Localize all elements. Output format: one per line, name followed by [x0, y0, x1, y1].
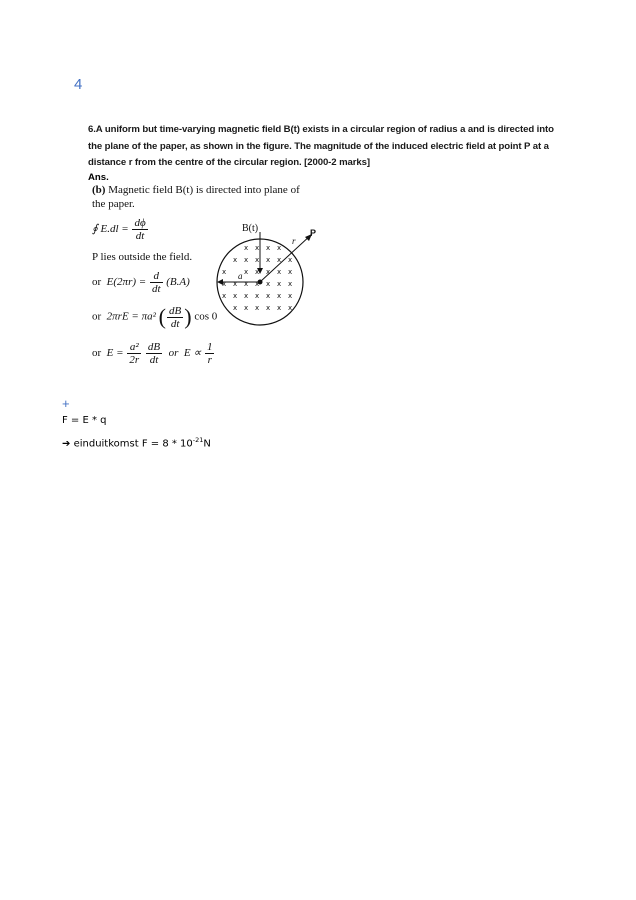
field-cross-mark: x	[266, 268, 271, 276]
eq3-left-paren: (	[158, 304, 166, 329]
field-cross-mark: x	[233, 304, 238, 312]
eq4-fraction-3	[205, 341, 215, 366]
field-cross-mark: x	[244, 280, 249, 288]
question-line: distance r from the centre of the circular region. [2000-2 marks]	[88, 157, 370, 168]
field-cross-mark: x	[266, 280, 271, 288]
field-cross-mark: x	[277, 256, 282, 264]
eq1-fraction	[132, 217, 147, 242]
field-cross-mark: x	[266, 256, 271, 264]
eq1-numerator: dϕ	[134, 217, 146, 229]
eq4-or: or	[168, 347, 179, 360]
field-cross-mark: x	[277, 292, 282, 300]
arrow-right-icon: ➔	[62, 438, 71, 450]
answer-label: Ans.	[88, 172, 109, 183]
field-cross-mark: x	[255, 244, 260, 252]
p-outside-text	[92, 251, 192, 263]
equation-4	[92, 341, 215, 366]
eq3-rhs: cos 0	[194, 310, 218, 323]
field-cross-mark: x	[277, 268, 282, 276]
field-cross-mark: x	[233, 280, 238, 288]
eq3-prefix: or	[92, 310, 102, 323]
field-cross-mark: x	[244, 244, 249, 252]
field-cross-mark: x	[266, 304, 271, 312]
field-label: B(t)	[242, 223, 259, 234]
eq1-denominator: dt	[135, 230, 145, 242]
field-cross-mark: x	[277, 304, 282, 312]
eq2-prefix: or	[92, 276, 102, 289]
eq4-denominator-3: r	[207, 354, 212, 366]
field-cross-mark: x	[277, 280, 282, 288]
field-cross-mark: x	[222, 268, 227, 276]
field-crosses	[222, 244, 292, 312]
r-label: r	[292, 236, 296, 246]
a-label: a	[238, 271, 243, 281]
field-cross-mark: x	[277, 244, 282, 252]
equation-3	[92, 304, 217, 330]
eq3-right-paren: )	[184, 304, 192, 329]
eq4-proportional: E ∝	[183, 347, 202, 360]
question-line: the plane of the paper, as shown in the figure. The magnitude of the induced electric field at point P at a	[88, 140, 549, 152]
eq4-numerator-2: dB	[147, 341, 161, 353]
field-cross-mark: x	[255, 256, 260, 264]
eq2-denominator: dt	[151, 283, 161, 295]
field-cross-mark: x	[266, 292, 271, 300]
eq4-fraction-2	[146, 341, 162, 366]
eq2-lhs: E(2πr) =	[106, 276, 147, 289]
field-cross-mark: x	[288, 268, 293, 276]
field-cross-mark: x	[288, 280, 293, 288]
question-line: 6.A uniform but time-varying magnetic field B(t) exists in a circular region of radius a and is directed into	[88, 124, 554, 135]
eq2-numerator: d	[150, 270, 163, 283]
eq4-numerator-3: 1	[206, 341, 213, 353]
eq3-numerator: dB	[169, 304, 182, 317]
field-cross-mark: x	[233, 256, 238, 264]
eq4-denominator-1: 2r	[129, 354, 140, 366]
field-cross-mark: x	[233, 292, 238, 300]
equation-1	[92, 217, 149, 242]
field-cross-mark: x	[288, 292, 293, 300]
final-result	[62, 436, 211, 449]
field-cross-mark: x	[288, 256, 293, 264]
equation-2	[92, 270, 190, 295]
field-cross-mark: x	[288, 304, 293, 312]
field-cross-mark: x	[222, 292, 227, 300]
intro-line-1: Magnetic field B(t) is directed into plane of	[108, 184, 300, 196]
field-cross-mark: x	[255, 268, 260, 276]
eq3-fraction	[167, 305, 183, 330]
eq3-lhs: 2πrE = πa²	[106, 310, 156, 323]
intro-line-2: the paper.	[92, 198, 135, 210]
result-unit: N	[203, 438, 211, 450]
question-text	[88, 122, 558, 172]
solution-intro	[92, 183, 332, 211]
p-outside-label: P lies outside the field.	[92, 251, 193, 263]
field-cross-mark: x	[244, 304, 249, 312]
eq1-lhs: ∮ E.dl =	[92, 223, 129, 236]
eq2-fraction	[150, 270, 163, 295]
field-cross-mark: x	[244, 292, 249, 300]
result-text: einduitkomst F = 8 * 10	[73, 438, 193, 450]
eq3-denominator: dt	[170, 317, 180, 330]
page-number: 4	[74, 76, 83, 93]
eq4-fraction-1	[127, 341, 141, 366]
part-label: (b)	[92, 184, 106, 196]
eq4-lhs: E =	[106, 347, 124, 360]
result-exponent: -21	[192, 436, 204, 444]
eq4-numerator-1: a²	[127, 341, 141, 354]
field-cross-mark: x	[255, 292, 260, 300]
eq4-denominator-2: dt	[149, 354, 159, 366]
force-formula: F = E * q	[62, 415, 107, 426]
eq2-rhs: (B.A)	[166, 276, 190, 289]
field-cross-mark: x	[222, 280, 227, 288]
magnetic-field-diagram	[214, 218, 324, 330]
eq4-prefix: or	[92, 347, 102, 360]
field-cross-mark: x	[266, 244, 271, 252]
field-cross-mark: x	[244, 256, 249, 264]
p-label: P	[310, 228, 317, 238]
field-cross-mark: x	[255, 304, 260, 312]
field-cross-mark: x	[255, 280, 260, 288]
plus-sign: +	[62, 396, 70, 411]
field-cross-mark: x	[244, 268, 249, 276]
